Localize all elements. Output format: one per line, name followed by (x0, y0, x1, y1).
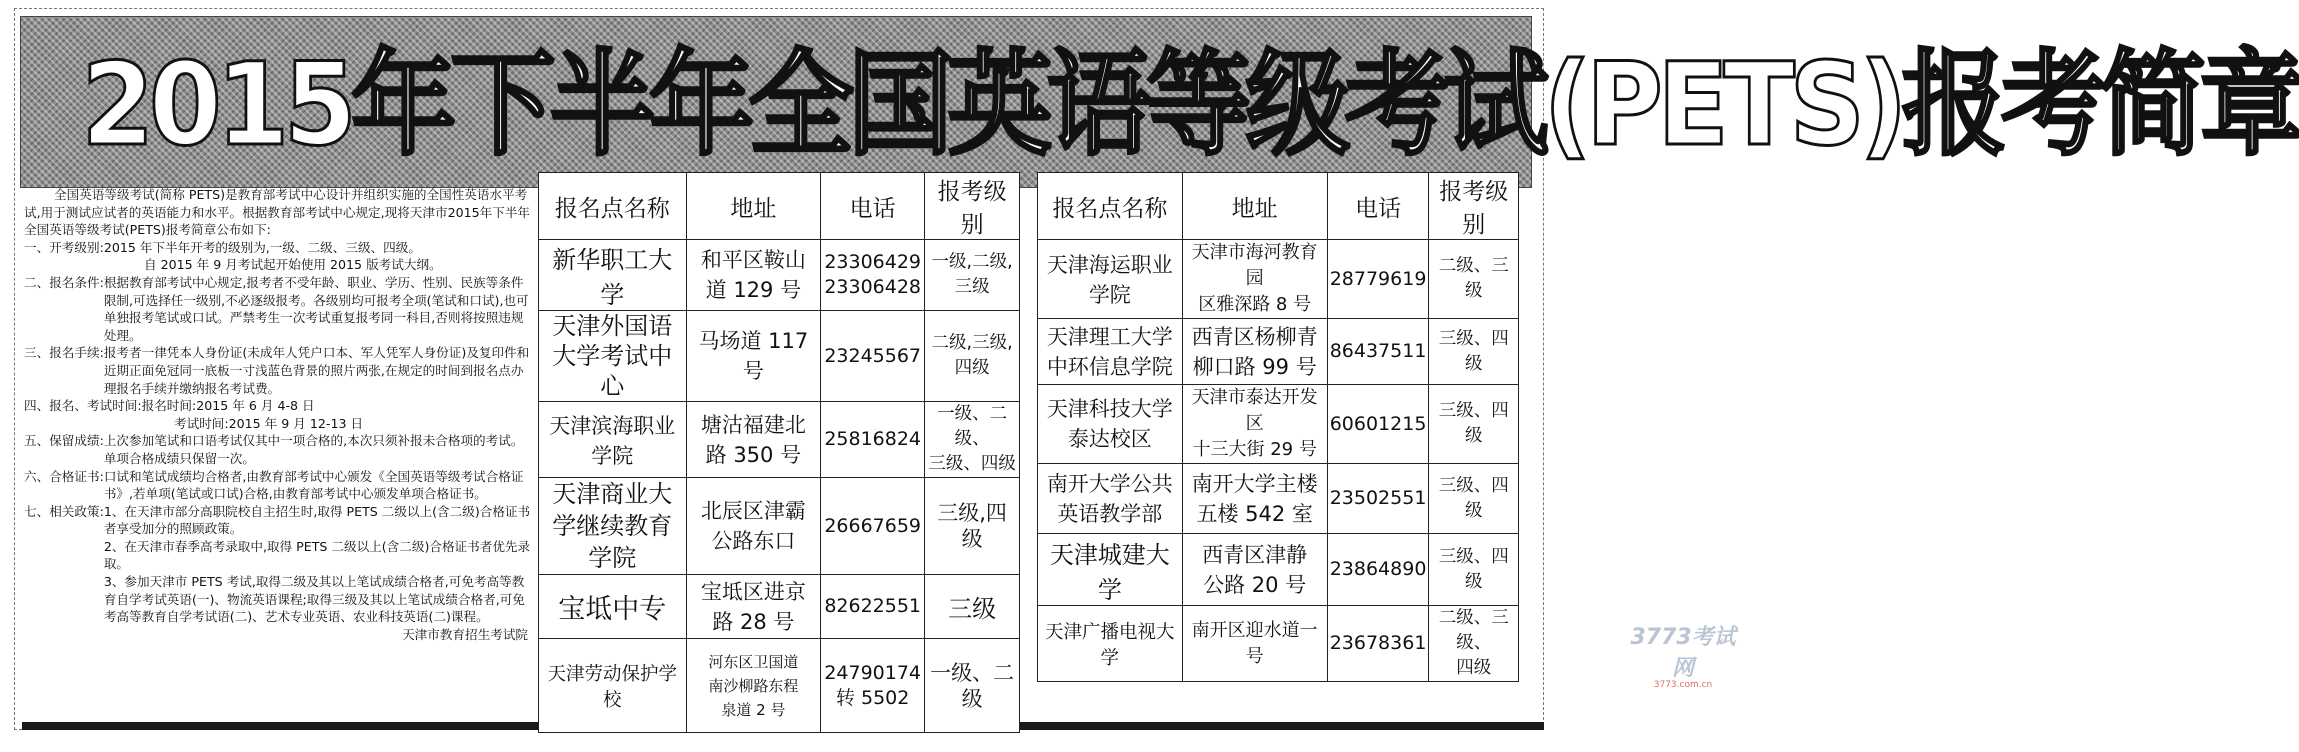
site-name: 天津理工大学中环信息学院 (1038, 319, 1183, 385)
section-text: 报考者一律凭本人身份证(未成年人凭户口本、军人凭军人身份证)及复印件和近期正面免冠同一底板一寸浅蓝色背景的照片两张,在规定的时间到报名点办理报名手续并缴纳报名考试费。 (103, 345, 530, 396)
site-level: 三级、四级 (1429, 385, 1519, 464)
site-address: 西青区津静 公路 20 号 (1182, 534, 1327, 606)
registration-table-left (538, 172, 1020, 733)
intro-text (24, 186, 532, 643)
header-level: 报考级别 (925, 173, 1020, 240)
site-phone: 23306429 23306428 (821, 240, 925, 311)
section-certificate (24, 468, 532, 503)
intro-opening: 全国英语等级考试(简称 PETS)是教育部考试中心设计并组织实施的全国性英语水平考试,用于测试应试者的英语能力和水平。根据教育部考试中心规定,现将天津市2015年下半年全国英语等级考试(PETS)报考简章公布如下: (24, 187, 531, 238)
site-phone: 26667659 (821, 478, 925, 575)
section-eligibility (24, 274, 532, 344)
site-name: 天津科技大学泰达校区 (1038, 385, 1183, 464)
title-banner (20, 16, 2299, 188)
table-row (1038, 606, 1519, 682)
site-level: 三级,四级 (925, 478, 1020, 575)
site-name: 天津滨海职业学院 (539, 402, 687, 478)
table-row (539, 575, 1020, 639)
section-levels (24, 239, 532, 257)
issuer-signature: 天津市教育招生考试院 (402, 626, 528, 642)
header-address: 地址 (1182, 173, 1327, 240)
policy-item: 2、在天津市春季高考录取中,取得 PETS 二级以上(含二级)合格证书者优先录取。 (103, 538, 531, 572)
site-phone: 25816824 (821, 402, 925, 478)
site-address: 南开区迎水道一号 (1182, 606, 1327, 682)
site-phone: 23502551 (1327, 464, 1429, 534)
site-level: 三级、四级 (1429, 319, 1519, 385)
section-score-retention (24, 432, 532, 467)
site-name: 南开大学公共英语教学部 (1038, 464, 1183, 534)
table-row (1038, 534, 1519, 606)
site-level: 三级、四级 (1429, 534, 1519, 606)
table-row (1038, 385, 1519, 464)
section-text: 自 2015 年 9 月考试起开始使用 2015 版考试大纲。 (144, 257, 442, 273)
table-row (1038, 464, 1519, 534)
site-phone: 86437511 (1327, 319, 1429, 385)
section-label: 三、报名手续: (24, 345, 104, 361)
section-label: 二、报名条件: (24, 274, 104, 290)
site-level: 三级、四级 (1429, 464, 1519, 534)
site-level: 一级、二级 (925, 639, 1020, 733)
section-label: 一、开考级别: (24, 239, 104, 255)
registration-table-right (1037, 172, 1519, 682)
site-address: 天津市海河教育园 区雅深路 8 号 (1182, 240, 1327, 319)
section-label: 六、合格证书: (24, 468, 104, 484)
site-phone: 24790174 转 5502 (821, 639, 925, 733)
section-dates (24, 397, 532, 415)
site-address: 和平区鞍山 道 129 号 (686, 240, 821, 311)
site-level: 三级 (925, 575, 1020, 639)
site-address: 塘沽福建北 路 350 号 (686, 402, 821, 478)
header-address: 地址 (686, 173, 821, 240)
table-row (539, 240, 1020, 311)
site-level: 一级,二级,三级 (925, 240, 1020, 311)
header-name: 报名点名称 (539, 173, 687, 240)
table-header-row (539, 173, 1020, 240)
section-label: 四、报名、考试时间: (24, 398, 142, 414)
site-level: 二级、三级 (1429, 240, 1519, 319)
site-name: 天津广播电视大学 (1038, 606, 1183, 682)
site-name: 新华职工大学 (539, 240, 687, 311)
watermark-text: 3773考试网 (1630, 625, 1736, 681)
table-row (1038, 319, 1519, 385)
section-label: 七、相关政策: (24, 503, 104, 519)
section-procedure (24, 344, 532, 397)
header-name: 报名点名称 (1038, 173, 1183, 240)
site-name: 天津海运职业学院 (1038, 240, 1183, 319)
section-policies (24, 503, 532, 626)
site-phone: 82622551 (821, 575, 925, 639)
section-text: 2015 年下半年开考的级别为,一级、二级、三级、四级。 (103, 239, 421, 255)
section-text: 考试时间:2015 年 9 月 12-13 日 (174, 415, 364, 431)
site-phone: 23864890 (1327, 534, 1429, 606)
section-text: 报名时间:2015 年 6 月 4-8 日 (141, 398, 315, 414)
site-address: 北辰区津霸 公路东口 (686, 478, 821, 575)
section-text: 上次参加笔试和口语考试仅其中一项合格的,本次只须补报未合格项的考试。单项合格成绩只保留一次。 (103, 433, 524, 466)
page-title: 2015年下半年全国英语等级考试(PETS)报考简章 (81, 38, 2299, 171)
table-header-row (1038, 173, 1519, 240)
site-level: 二级、三级、 四级 (1429, 606, 1519, 682)
table-row (539, 478, 1020, 575)
site-address: 西青区杨柳青 柳口路 99 号 (1182, 319, 1327, 385)
section-label: 五、保留成绩: (24, 433, 104, 449)
watermark-logo (1628, 620, 1738, 690)
site-name: 天津城建大学 (1038, 534, 1183, 606)
header-phone: 电话 (821, 173, 925, 240)
site-phone: 60601215 (1327, 385, 1429, 464)
site-name: 宝坻中专 (539, 575, 687, 639)
site-level: 一级、二级、 三级、四级 (925, 402, 1020, 478)
site-address: 天津市泰达开发区 十三大街 29 号 (1182, 385, 1327, 464)
site-phone: 28779619 (1327, 240, 1429, 319)
site-name: 天津外国语大学考试中心 (539, 311, 687, 402)
policy-item: 1、在天津市部分高职院校自主招生时,取得 PETS 二级以上(含二级)合格证书者享受加分的照顾政策。 (103, 503, 531, 537)
header-phone: 电话 (1327, 173, 1429, 240)
site-address: 马场道 117 号 (686, 311, 821, 402)
policy-item: 3、参加天津市 PETS 考试,取得二级及其以上笔试成绩合格者,可免考高等教育自学考试英语(一)、物流英语课程;取得三级及其以上笔试成绩合格者,可免考高等教育自学考试语(二)、艺术专业英语、农业科技英语(二)课程。 (103, 574, 525, 625)
table-row (539, 639, 1020, 733)
table-row (1038, 240, 1519, 319)
site-level: 二级,三级,四级 (925, 311, 1020, 402)
watermark-url: 3773.com.cn (1653, 680, 1713, 690)
site-name: 天津劳动保护学校 (539, 639, 687, 733)
site-address: 河东区卫国道 南沙柳路东程 泉道 2 号 (686, 639, 821, 733)
table-row (539, 402, 1020, 478)
site-address: 南开大学主楼 五楼 542 室 (1182, 464, 1327, 534)
site-name: 天津商业大学继续教育学院 (539, 478, 687, 575)
section-text: 根据教育部考试中心规定,报考者不受年龄、职业、学历、性别、民族等条件限制,可选择任一级别,不必逐级报考。各级别均可报考全项(笔试和口试),也可单独报考笔试或口试。严禁考生一次考试重复报考同一科目,否则将按照违规处理。 (103, 274, 529, 343)
site-address: 宝坻区进京 路 28 号 (686, 575, 821, 639)
site-phone: 23245567 (821, 311, 925, 402)
header-level: 报考级别 (1429, 173, 1519, 240)
section-text: 口试和笔试成绩均合格者,由教育部考试中心颁发《全国英语等级考试合格证书》,若单项(笔试或口试)合格,由教育部考试中心颁发单项合格证书。 (103, 468, 524, 502)
table-row (539, 311, 1020, 402)
site-phone: 23678361 (1327, 606, 1429, 682)
